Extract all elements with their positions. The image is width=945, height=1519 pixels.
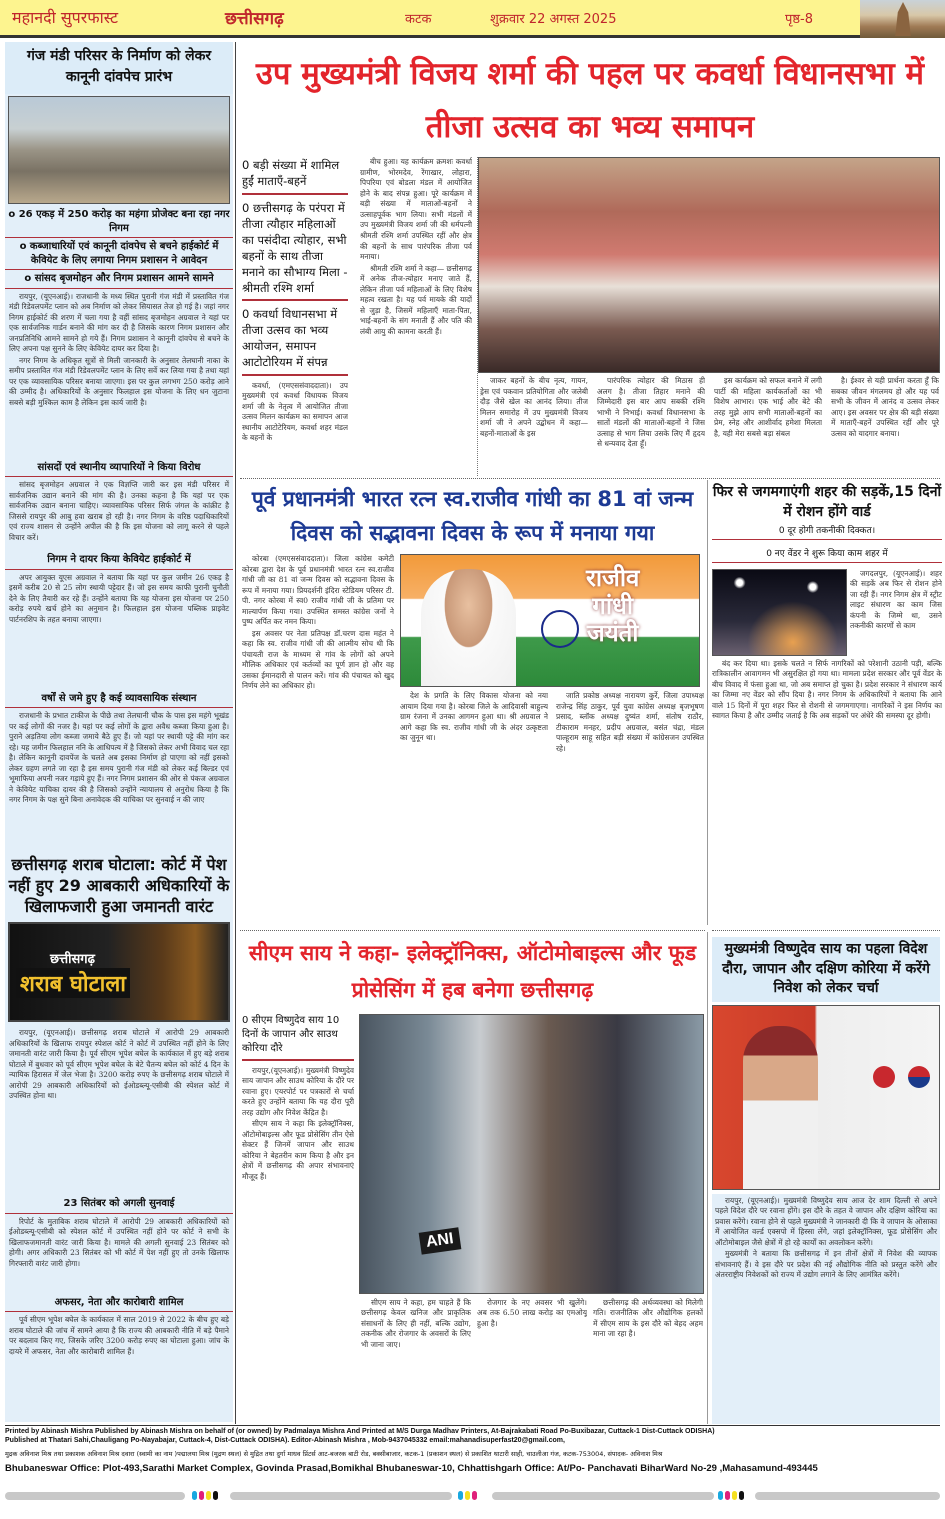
imprint-line-2: Published at Thatari Sahi,Chauligang Po-Nayabajar, Cuttack-4, Dist-Cuttack ODISHA). Editor-Abinash Mishra , Mob-9437045332 email:mahanadisuperfast20@gmail.com, (5, 1437, 565, 1444)
japan-headline: मुख्यमंत्री विष्णुदेव साय का पहला विदेश दौरा, जापान और दक्षिण कोरिया में करेंगे निवेश को लेकर चर्चा (712, 937, 940, 1002)
cm-col-1-p2: सीएम साय ने कहा कि इलेक्ट्रॉनिक्स, ऑटोमोबाइल्स और फूड प्रोसेसिंग तीन ऐसे सेक्टर हैं जिनमें जापान और साउथ कोरिया ने बेहतरीन काम किया है और इन क्षेत्रों में छत्तीसगढ़ की अपार संभावनाएं मौजूद हैं। (242, 1119, 354, 1181)
teej-col-4: पारंपरिक त्योहार की मिठास ही अलग है। तीजा तिहार मनाने की जिम्मेदारी इस बार आप सबकी रश्मि भाभी ने निभाई। कवर्धा विधानसभा के सातों मंडलों की माताओं-बहनों ने जिस उत्साह से भाग लिया उसके लिए मैं हृदय से धन्यवाद देता हूँ। (597, 376, 705, 449)
street-light-photo (712, 569, 847, 656)
teej-col-2-p2: श्रीमती रश्मि शर्मा ने कहा— छत्तीसगढ़ में अनेक तीज-त्योहार मनाए जाते हैं, लेकिन तीजा पर्व महिलाओं के लिए विशेष महत्व रखता है। यह पर्व मायके की यादों से जुड़ा है, जिसमें महिलाएँ माता-पिता, भाई-बहनों के संग मनाती हैं और पति की लंबी आयु की कामना करती हैं। (360, 263, 472, 336)
left-sub-2: o कब्जाधारियों एवं कानूनी दांवपेच से बचने हाईकोर्ट में केवियेट के लिए लगाया निगम प्रशासन ने आवेदन (5, 238, 233, 270)
rajiv-story (240, 483, 705, 925)
divider (707, 480, 708, 925)
registration-bar (230, 1492, 452, 1500)
lights-sub-1: 0 दूर होगी तकनीकी दिक्कत। (712, 523, 942, 540)
liquor-scam-image (8, 922, 230, 1022)
cm-portrait-photo (712, 1005, 940, 1190)
image-text-3: जयंती (586, 619, 639, 648)
ashoka-chakra-icon (541, 610, 579, 648)
section-divider (240, 930, 705, 931)
cm-headline: सीएम साय ने कहा- इलेक्ट्रॉनिक्स, ऑटोमोबाइल्स और फूड प्रोसेसिंग में हब बनेगा छत्तीसगढ़ (248, 941, 697, 1002)
cmyk-marks (458, 1491, 477, 1500)
left-para-5: राजधानी के प्रभात टाकीज के पीछे तथा तेलघानी चौक के पास इस महंगे भूखंड पर कई लोगों की नजर है। यहां पर कई लोगों के द्वारा अवैध कब्जा किया हुआ है। पुराने अड़तिया लोग कब्जा जमाये बैठे हुए हैं। जो यहां पर स्थायी पट्टे की मांग कर रहे। यह जमीन फिलहाल ननि के आधिपत्य में है जिसको लेकर अभी विवाद चल रहा है। लेकिन कानूनी दावपेंज के चलते अब इसका निर्माण हो पाएगा को नहीं इसको लेकर ग्रहण लगते जा रहा है इस समय पुरानी गंज मंडी को लेकर कई बिल्डर एवं भूमाफिया अपनी नजर गड़ाये हुए हैं। नगर निगम प्रशासन की ओर से पंकज अग्रवाल ने केवियेट याचिका दायर की है जिसको उन्होंने न्यायालय से अनुरोध किया है कि नगर निगम के पक्ष सुने बिना अनावेदक की याचिका पर सुनवाई न की जाए (9, 711, 230, 805)
rajiv-col-1-p2: इस अवसर पर नेता प्रतिपक्ष डॉ.चरण दास महंत ने कहा कि स्व. राजीव गांधी जी की आत्मीय सोच थी कि पंचायती राज के माध्यम से गांव के लोगों को अपने मौलिक अधिकार एवं कर्तव्यों का पूर्ण ज्ञान हो और वह उसका ईमानदारी से पालन करें। गांव की पंचायत को खुद निर्णय लेने का अधिकार हो। (242, 628, 394, 691)
teej-subheads (242, 157, 348, 476)
left-para-7: रिपोर्ट के मुताबिक शराब घोटाले में आरोपी 29 आबकारी अधिकारियों को ईओडब्ल्यू-एसीबी को स्पेशल कोर्ट में उपस्थित नहीं होने पर कोर्ट ने सभी के खिलाफजमानती वारंट जारी किया है। मामले की अगली सुनवाई 23 सितंबर को होगी। अगर अधिकारी 23 सितंबर को भी कोर्ट में पेश नहीं हुए तो उनके खिलाफ गिरफ्तारी वारंट जारी होगा। (9, 1216, 229, 1268)
left-sub-1: o 26 एकड़ में 250 करोड़ का महंगा प्रोजेक्ट बना रहा नगर निगम (5, 206, 233, 238)
teej-photo (478, 157, 940, 373)
rajiv-col-2: देश के प्रगति के लिए विकास योजना को नया आयाम दिया गया है। कोरबा जिले के आदिवासी बाहुल्य ग्राम रंजना में उनका आगमन हुआ था। श्री अग्रवाल ने आगे कहा कि स्व. राजीव गांधी जी के अंदर उत्कृष्टता का जुनून था। (400, 691, 548, 743)
teej-sub-3: 0 कवर्धा विधानसभा में तीजा उत्सव का भव्य आयोजन, समापन आटोटोरियम में संपन्न (242, 306, 348, 375)
left-para-4: अपर आयुक्त यूएस अग्रवाल ने बताया कि यहां पर कुल जमीन 26 एकड़ है इसमें करीब 20 से 25 लोग स्थायी पट्टेदार हैं। जो इस समय काफी पुरानी चुनौती देने के लिए तैयारी कर रहे हैं। उन्होंने बताया कि यह योजना इस योजना पर 250 करोड़ रुपये खर्च होने का अनुमान है। फिलहाल इस योजना पब्लिक प्राइवेट पार्टनरशिप के तहत बनाया जाएगा। (9, 572, 229, 624)
registration-bar (492, 1492, 714, 1500)
cm-col-4: छत्तीसगढ़ की अर्थव्यवस्था को मिलेगी गति। राजनीतिक और औद्योगिक हलकों में सीएम साय के इस दौरे को बेहद अहम माना जा रहा है। (593, 1297, 703, 1339)
cm-col-1-p1: रायपुर,(यूएनआई)। मुख्यमंत्री विष्णुदेव साय जापान और साउथ कोरिया के दौरे पर रवाना हुए। एयरपोर्ट पर पत्रकारों से चर्चा करते हुए उन्होंने बताया कि यह दौरा पूरी तरह उद्योग और निवेश केंद्रित है। (242, 1065, 354, 1117)
divider (707, 932, 708, 1424)
left-para-3: सांसद बृजमोहन अग्रवाल ने एक विज्ञप्ति जारी कर इस मंडी परिसर में सार्वजनिक उद्यान बनाने की मांग की है। उनका कहना है कि यहां पर एक सार्वजनिक उद्यान बनाना चाहिए। व्यावसायिक परिसर सिर्फ जंगल के कांक्रीट है जिससे रायपुर की आबु हवा खराब हो रही है। नगर निगम के वरिष्ठ पदाधिकारियों एवं राज्य शासन से उन्होंने अपील की है कि इस योजना को लागू करने से पहले विचार करें। (9, 480, 229, 542)
left-sub-8: अफसर, नेता और कारोबारी शामिल (5, 1294, 233, 1313)
teej-col-6: है। ईश्वर से यही प्रार्थना करता हूँ कि सबका जीवन मंगलमय हो और यह पर्व सभी के जीवन में आनंद व उत्सव लेकर आए। इस अवसर पर क्षेत्र की बड़ी संख्या में माताएँ-बहनें उपस्थित रहीं और पूरे उत्सव को यादगार बनाया। (831, 376, 939, 438)
rajiv-body (240, 554, 705, 925)
ani-mic-label: ANI (419, 1227, 461, 1254)
japan-body (712, 1194, 940, 1424)
cm-col-1 (242, 1066, 354, 1424)
left-para-2: नगर निगम के अधिकृत सूत्रों से मिली जानकारी के अनुसार तेलघानी नाका के समीप प्रस्तावित गंज मंडी रिडेवलपमेंट प्लान के लिए सर्वे कर लिया गया है तथा यहां पर एक व्यावसायिक परिसर बनाया जाएगा। इस पर कुल लगभग 250 करोड़ आने की उम्मीद है। अधिकारियों के अनुसार फिलहाल इस योजना के लिए धन जुटाना सबसे बड़ी मुश्किल काम है लेकिन इस कार्य जारी है। (9, 355, 229, 407)
rajiv-headline: पूर्व प्रधानमंत्री भारत रत्न स्व.राजीव गांधी का 81 वां जन्म दिवस को सद्भावना दिवस के रूप में मनाया गया (251, 487, 694, 545)
image-caption-main: शराब घोटाला (16, 968, 130, 998)
teej-headline: उप मुख्यमंत्री विजय शर्मा की पहल पर कवर्धा विधानसभा में तीजा उत्सव का भव्य समापन (255, 56, 925, 145)
left-sub-7: 23 सितंबर को अगली सुनवाई (5, 1195, 233, 1214)
teej-sub-1: 0 बड़ी संख्या में शामिल हुईं माताएँ-बहनें (242, 157, 348, 194)
left-column (5, 42, 233, 1422)
portrait (743, 1026, 818, 1190)
lights-sub-2: 0 नए वेंडर ने शुरू किया काम शहर में (712, 546, 942, 563)
left-sub-3: o सांसद बृजमोहन और निगम प्रशासन आमने सामने (5, 270, 233, 289)
cm-subhead (242, 1014, 354, 1424)
left-para-8: पूर्व सीएम भूपेश बघेल के कार्यकाल में साल 2019 से 2022 के बीच हुए बड़े शराब घोटाले की जांच में सामने आया है कि राज्य की आबकारी नीति में बड़े पैमाने पर बदलाव किए गए, जिसके जरिए 3200 करोड़ रुपए का घोटाला हुआ। जांच के दायरे में अफसर, नेता और कारोबारी शामिल हैं। (9, 1315, 229, 1356)
footer-rule (5, 1425, 940, 1426)
japan-para-1: रायपुर, (यूएनआई)। मुख्यमंत्री विष्णुदेव साय आज देर शाम दिल्ली से अपने पहले विदेश दौरे पर रवाना होंगे। इस दौरे के तहत वे जापान और दक्षिण कोरिया का प्रवास करेंगे। रवाना होने से पहले मुख्यमंत्री ने जानकारी दी कि वे जापान के ओसाका में आयोजित वर्ल्ड एक्सपो में हिस्सा लेंगे, जहां इलेक्ट्रॉनिक्स, फूड प्रोसेसिंग और ऑटोमोबाइल जैसे क्षेत्रों में हो रहे कार्यों का अवलोकन करेंगे। (715, 1195, 937, 1247)
left-sub-4: सांसदों एवं स्थानीय व्यापारियों ने किया विरोध (5, 459, 233, 478)
masthead (0, 0, 945, 38)
japan-flag-icon (873, 1066, 895, 1088)
date: शुक्रवार 22 अगस्त 2025 (490, 12, 617, 27)
left-para-6: रायपुर, (यूएनआई)। छत्तीसगढ़ शराब घोटाले में आरोपी 29 आबकारी अधिकारियों के खिलाफ रायपुर स्पेशल कोर्ट ने कोर्ट में उपस्थित नहीं होने के लिए जमानती वारंट जारी किया है। पूर्व सीएम भूपेश बघेल के कार्यकाल में हुए बड़े शराब घोटाले में बुधवार को पूर्व सीएम भूपेश बघेल के बेटे चैतन्य बघेल को कोर्ट 4 दिन के न्यायिक हिरासत में जेल भेजा है। 3200 करोड़ रुपए के छत्तीसगढ़ शराब घोटाले में आरोपी 29 आबकारी अधिकारियों को ईओडब्ल्यू-एसीबी की स्पेशल कोर्ट में उपस्थित होना था। (9, 1028, 229, 1101)
rajiv-col-1 (242, 554, 394, 925)
temple-image (860, 0, 945, 38)
section-divider (712, 930, 940, 931)
korea-flag-icon (908, 1066, 930, 1088)
mandi-photo (8, 96, 230, 204)
teej-subhead-list (242, 157, 348, 380)
cm-press-photo (359, 1014, 704, 1294)
image-text-1: राजीव (586, 564, 640, 593)
column-divider (235, 42, 236, 1424)
ganj-mandi-headline: गंज मंडी परिसर के निर्माण को लेकर कानूनी दांवपेच प्रारंभ (5, 42, 233, 94)
teej-body (240, 157, 940, 476)
registration-bar (5, 1492, 185, 1500)
rajiv-col-3: जाति प्रकोष्ठ अध्यक्ष नारायण कुर्रे, जिला उपाध्यक्ष राजेन्द्र सिंह ठाकुर, पूर्व युवा कांग्रेस अध्यक्ष बृजभूषण प्रसाद, ब्लॉक अध्यक्ष दुष्यंत शर्मा, संतोष राठौर, टीकाराम मनहर, प्रदीप अग्रवाल, बसंत चंद्रा, मंडल पाल्हूराम साहू सहित बड़ी संख्या में कांग्रेसजन उपस्थित रहे। (556, 691, 704, 753)
rajiv-col-1-p1: कोरबा (एमएससंवाददाता)। जिला कांग्रेस कमेटी कोरबा द्वारा देश के पूर्व प्रधानमंत्री भारत रत्न स्व.राजीव गांधी जी का 81 वां जन्म दिवस को सद्भावना दिवस के रूप में मनाया गया। प्रियदर्शनी इंदिरा स्टेडियम परिसर टी. पी. नगर कोरबा में स्व0 राजीव गांधी जी के प्रतिमा पर माल्यार्पण किया गया। उपस्थित समस्त कांग्रेस जनों ने पुष्प अर्पित कर नमन किया। (242, 554, 394, 627)
lights-para-1: जगदलपुर, (यूएनआई)। शहर की सड़कें अब फिर से रोशन होने जा रही हैं। नगर निगम क्षेत्र में स्ट्रीट लाइट संधारण का काम जिस कंपनी के जिम्मे था, उसने तकनीकी कारणों से काम (850, 568, 942, 631)
office-addresses: Bhubaneswar Office: Plot-493,Sarathi Market Complex, Govinda Prasad,Bomikhal Bhubaneswar-10, Chhattishgarh Office: At/Po- Panchavati BiharWard No-29 ,Mahasamund-493445 (5, 1463, 818, 1474)
teej-story (240, 48, 940, 476)
teej-sub-2: 0 छत्तीसगढ़ के परंपरा में तीजा त्यौहार महिलाओं का पसंदीदा त्योहार, सभी बहनों के साथ तीजा मनाने का सौभाग्य मिला - श्रीमती रश्मि शर्मा (242, 200, 348, 302)
cm-body (240, 1014, 705, 1424)
image-text (586, 565, 639, 648)
cmyk-marks (192, 1491, 218, 1500)
image-caption-top: छत्तीसगढ़ (50, 952, 95, 968)
registration-bar (755, 1492, 940, 1500)
imprint (5, 1428, 940, 1474)
cm-story (240, 935, 705, 1423)
city: कटक (405, 12, 432, 27)
paper-name: महानदी सुपरफास्ट (12, 8, 119, 27)
section-divider (240, 478, 940, 479)
japan-para-2: मुख्यमंत्री ने बताया कि छत्तीसगढ़ में इन तीनों क्षेत्रों में निवेश की व्यापक संभावनाएं हैं। वे इस दौरे पर प्रदेश की नई औद्योगिक नीति को प्रस्तुत करेंगे और अंतरराष्ट्रीय निवेशकों को राज्य में उद्योग लगाने के लिए आमंत्रित करेंगे। (715, 1249, 937, 1280)
teej-col-1: कवर्धा, (एमएससंवाददाता)। उप मुख्यमंत्री एवं कवर्धा विधायक विजय शर्मा जी के नेतृत्व में आयोजित तीजा उत्सव मिलन कार्यक्रम का समापन आज स्थानीय आटोटेरियम, कवर्धा शहर मंडल के बहनों के (242, 380, 348, 443)
cmyk-marks (718, 1491, 744, 1500)
left-para-1: रायपुर, (यूएनआई)। राजधानी के मध्य स्थित पुरानी गंज मंडी में प्रस्तावित गंज मंडी रिडेवलपमेंट प्लान को अब निर्माण को लेकर सियासत तेज हो गई है। जहां नगर निगम हाईकोर्ट की शरण में चला गया है वहीं सांसद बृजमोहन अग्रवाल ने यहां पर एक सार्वजनिक गार्डन बनाने की मांग कर दी है जिसके कारण निगम प्रशासन और जनप्रतिनिधि आमने सामने हो गये हैं। निगम प्रशासन ने कानूनी दांवपेच से बचने के लिए अपना पक्ष सुनने के लिए केवियेट दायर कर दिया है। (9, 291, 229, 354)
imprint-line-hindi: मुद्रक अविनाश मिश्र तथा प्रकाशक अविनाश मिश्र दवारा (स्वामी का नाम )पद्मालया मिश्र (मुद्रण स्थल) से मुद्रित तथा दुर्गा माधव प्रिंटर्स आट-बजरक बाटी रोड, बक्सीबाजार, कटक-1 (प्रकाशन स्थल) से प्रकाशित थाटारी साही, चाउलीआ गंज, कटक-753004, संपादक- अविनाश मिश्र (5, 1450, 663, 1458)
cm-sub-1: 0 सीएम विष्णुदेव साय 10 दिनों के जापान और साउथ कोरिया दौरे (242, 1014, 354, 1061)
left-sub-6: वर्षों से जमे हुए है कई व्यावसायिक संस्थान (5, 690, 233, 709)
japan-story (712, 937, 940, 1424)
lights-photo-row (712, 569, 942, 657)
lights-para-2: बंद कर दिया था। इसके चलते न सिर्फ नागरिकों को परेशानी उठानी पड़ी, बल्कि रात्रिकालीन आवागमन भी असुरक्षित हो गया था। मामला प्रदेश सरकार और पूर्व वेंडर के बीच विवाद में फंसा हुआ था, जो अब समाप्त हो चुका है। प्रदेश सरकार ने संधारण कार्य का जिम्मा नए वेंडर को सौंप दिया है। नगर निगम के अधिकारियों ने बताया कि आने वाले 15 दिनों में पूरा शहर फिर से रोशनी से जगमगाएगा। नागरिकों ने इस निर्णय का स्वागत किया है और उम्मीद जताई है कि अब सड़कों पर अंधेरे की समस्या दूर होगी। (712, 658, 942, 721)
lights-story (712, 482, 942, 925)
portrait (421, 569, 516, 687)
imprint-line-1: Printed by Abinash Mishra Published by Abinash Mishra on behalf of (or owned) by Padmalaya Mishra And Printed at M/S Durga Madhav Printers, At-Bajrakabati Road Po-Buxibazar, Cuttack-1 Dist-Cuttack ODISHA) (5, 1428, 715, 1435)
teej-col-3: जाकर बहनों के बीच नृत्य, गायन, ड्रेस एवं पकवान प्रतियोगिता और जलेबी दौड़ जैसे खेल का आनंद लिया। तीज मिलन समारोह में उप मुख्यमंत्री विजय शर्मा जी ने अपने उद्बोधन में कहा— बहनों-माताओं के इस (480, 376, 588, 438)
lights-headline: फिर से जगमगाएंगी शहर की सड़कें,15 दिनों में रोशन होंगे वार्ड (712, 484, 942, 521)
teej-col-2 (360, 157, 472, 476)
teej-col-2-p1: बीच हुआ। यह कार्यक्रम क्रमशः कवर्धा ग्रामीण, भोरमदेव, रेंगाखार, लोहारा, पिपरिया एवं बोडला मंडल में आयोजित होने के बाद संपन्न हुआ। पूरे कार्यक्रम में बड़ी संख्या में माताओं-बहनों ने उत्साहपूर्वक भाग लिया। सभी मंडलों में उप मुख्यमंत्री विजय शर्मा जी की धर्मपत्नी श्रीमती रश्मि शर्मा उपस्थित रहीं और क्षेत्र की बहनों के साथ पारंपरिक तीजा पर्व मनाया। (360, 157, 472, 262)
page-number: पृष्ठ-8 (785, 12, 814, 27)
image-text-2: गांधी (592, 591, 634, 620)
cm-col-3: रोजगार के नए अवसर भी खुलेंगे। अब तक 6.50 लाख करोड़ का एमओयू हुआ है। (477, 1297, 587, 1328)
section-name: छत्तीसगढ़ (225, 9, 284, 29)
left-sub-5: निगम ने दायर किया केवियेट हाईकोर्ट में (5, 551, 233, 570)
rajiv-gandhi-image (400, 554, 700, 687)
cm-col-2: सीएम साय ने कहा, हम चाहते हैं कि छत्तीसगढ़ केवल खनिज और प्राकृतिक संसाधनों के लिए ही नहीं, बल्कि उद्योग, तकनीक और रोजगार के अवसरों के लिए भी जाना जाए। (361, 1297, 471, 1349)
teej-col-5: इस कार्यक्रम को सफल बनाने में लगी पार्टी की महिला कार्यकर्ताओं का भी विशेष आभार। एक भाई और बेटे की तरह मुझे आप सभी माताओं-बहनों का प्रेम, स्नेह और आशीर्वाद हमेशा मिलता है, यही मेरा सबसे बड़ा संबल (714, 376, 822, 438)
cm-subhead-list (242, 1014, 354, 1066)
liquor-scam-headline: छत्तीसगढ़ शराब घोटाला: कोर्ट में पेश नहीं हुए 29 आबकारी अधिकारियों के खिलाफजारी हुआ जमानती वारंट (8, 855, 230, 916)
